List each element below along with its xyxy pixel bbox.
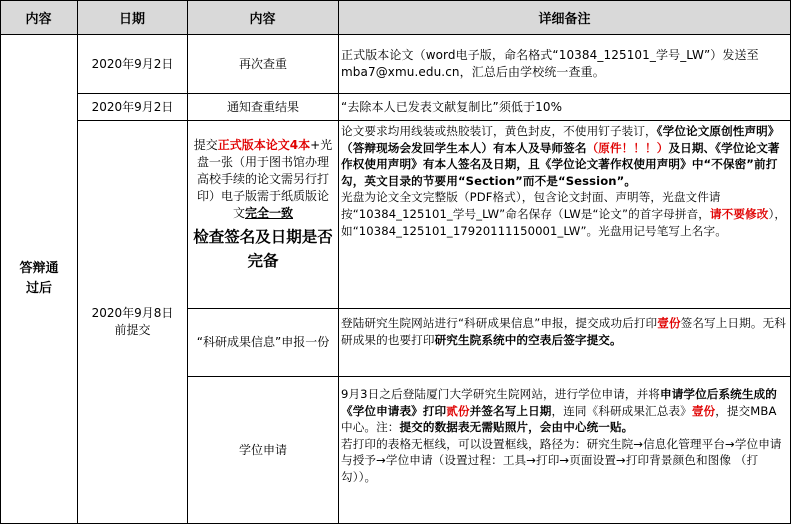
grid-line: [77, 93, 791, 94]
note-copies: 壹份: [657, 316, 681, 330]
grid-line: [0, 523, 791, 524]
note-text: 签名写上日期。无科研成果的也要打印: [341, 316, 786, 347]
note-copies: 壹份: [691, 403, 716, 418]
note-text: ，连同《科研成果汇总表》: [551, 403, 692, 418]
note-emphasis: 及日期、《学位论文著作权使用声明》有本人签名及日期，且《学位论文著作权使用声明》中“不保密”前打勾，英文目录的节要用“Section”而不是“Session”。: [341, 140, 780, 188]
thesis-copies: 正式版本论文4本: [217, 138, 311, 152]
row-item: 通知查重结果: [226, 99, 299, 114]
note-text: ，提交MBA中心。注：: [341, 403, 777, 435]
grid-line: [0, 34, 791, 35]
grid-line: [187, 0, 188, 524]
row-note: 正式版本论文（word电子版，命名格式“10384_125101_学号_LW”）发送至mba7@xmu.edu.cn，汇总后由学校统一查重。: [341, 48, 759, 79]
grid-line: [77, 0, 78, 524]
thesis-item: [192, 137, 334, 273]
row-date: 2020年9月2日: [91, 99, 174, 114]
thesis-item-text: +光盘一张（用于图书馆办理高校手续的论文需另行打印）电子版需于纸质版论文: [196, 138, 333, 220]
research-note: [341, 315, 787, 348]
note-cd: [341, 189, 787, 239]
research-item: “科研成果信息”申报一份: [196, 334, 330, 349]
note-emphasis: 《学位论文原创性声明》（答辩现场会发回学生本人）有本人及导师签名: [341, 124, 780, 155]
thesis-item-text: 提交: [193, 138, 218, 152]
header-cell-notes: 详细备注: [338, 0, 791, 34]
thesis-check: 检查签名及日期是否完备: [193, 228, 333, 270]
row-note: “去除本人已发表文献复制比”须低于10%: [341, 100, 563, 114]
grid-line: [338, 0, 339, 524]
note-original: （原件！！！）: [586, 140, 669, 155]
note-path: 若打印的表格无框线，可以设置框线，路径为：研究生院→信息化管理平台→学位申请与授予→学位申请（设置过程：工具→打印→页面设置→打印背景颜色和图像 （打勾））。: [341, 436, 782, 484]
header-cell-item: 内容: [187, 0, 338, 34]
row-date: 2020年9月2日: [91, 56, 174, 71]
header-cell-content: 内容: [0, 0, 77, 34]
grid-line: [187, 376, 791, 377]
note-emphasis: 并签名写上日期: [469, 403, 552, 418]
section-label: 答辩通过后: [19, 261, 59, 296]
grid-line: [0, 0, 791, 1]
grid-line: [77, 120, 791, 121]
note-text: 论文要求均用线装或热胶装订，黄色封皮，不使用钉子装订，: [341, 124, 657, 138]
note-emphasis: 研究生院系统中的空表后签字提交。: [434, 332, 622, 347]
submit-date: 2020年9月8日前提交: [91, 306, 174, 337]
note-copies: 贰份: [446, 403, 470, 418]
grid-line: [187, 308, 791, 309]
note-text: 光盘为论文全文完整版（PDF格式），包含论文封面、声明等，光盘文件请按“10384_125101_学号_LW”命名保存（LW是“论文”的首字母拼音，: [341, 190, 721, 221]
degree-item: 学位申请: [238, 442, 287, 457]
header-cell-date: 日期: [77, 0, 187, 34]
note-warning: 请不要修改: [709, 206, 769, 221]
note-emphasis: 申请学位后系统生成的《学位申请表》打印: [341, 387, 777, 418]
note-text: 9月3日之后登陆厦门大学研究生院网站，进行学位申请，并将: [341, 387, 660, 401]
thesis-consistency: 完全一致: [245, 206, 294, 220]
note-text: 登陆研究生院网站进行“科研成果信息”申报，提交成功后打印: [341, 316, 658, 330]
row-item: 再次查重: [238, 56, 287, 71]
note-emphasis: 提交的数据表无需贴照片，会由中心统一贴。: [399, 420, 634, 435]
grid-line: [0, 0, 1, 524]
thesis-note: [341, 123, 787, 239]
note-text: ），如“10384_125101_17920111150001_LW”。光盘用记号笔写上名字。: [341, 206, 787, 238]
degree-note: [341, 386, 787, 486]
